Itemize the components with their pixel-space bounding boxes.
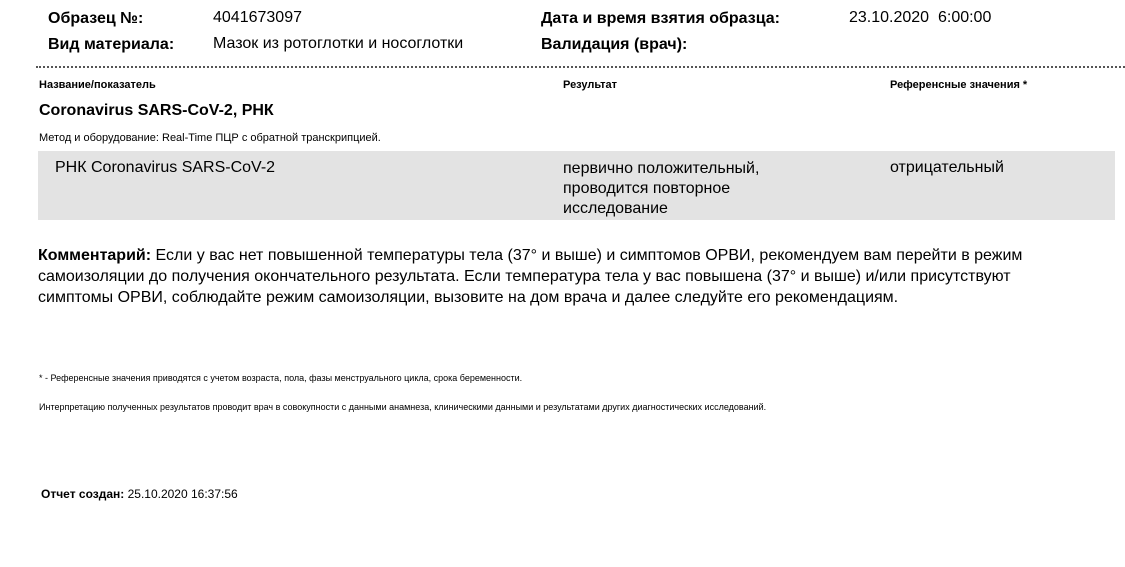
test-title: Coronavirus SARS-CoV-2, РНК <box>39 102 274 119</box>
comment-block <box>38 245 1068 308</box>
validation-label: Валидация (врач): <box>541 36 688 53</box>
sample-number-label: Образец №: <box>48 10 144 27</box>
column-header-name: Название/показатель <box>39 79 156 91</box>
interpretation-footnote: Интерпретацию полученных результатов проводит врач в совокупности с данными анамнеза, клиническими данными и результатами других диагностических исследований. <box>39 402 767 412</box>
reference-footnote: * - Референсные значения приводятся с учетом возраста, пола, фазы менструального цикла, срока беременности. <box>39 373 523 383</box>
result-row-name: РНК Coronavirus SARS-CoV-2 <box>55 159 276 176</box>
material-label: Вид материала: <box>48 36 175 53</box>
sample-datetime-value: 23.10.2020 6:00:00 <box>849 9 992 26</box>
test-method-value: Real-Time ПЦР с обратной транскрипцией. <box>162 132 381 144</box>
test-method <box>39 132 381 144</box>
sample-datetime-label: Дата и время взятия образца: <box>541 10 780 27</box>
comment-label: Комментарий: <box>38 247 152 264</box>
test-method-label: Метод и оборудование: <box>39 132 159 144</box>
sample-number-value: 4041673097 <box>213 9 302 26</box>
dotted-divider <box>36 66 1125 68</box>
report-created-label: Отчет создан: <box>41 487 125 501</box>
report-created-value: 25.10.2020 16:37:56 <box>127 487 238 501</box>
column-header-reference: Референсные значения * <box>890 79 1028 91</box>
comment-text: Если у вас нет повышенной температуры тела (37° и выше) и симптомов ОРВИ, рекомендуем вам перейти в режим самоизоляции до получения окончательного результата. Если температура тела у вас повышена (37° и выше) и/или присутствуют симптомы ОРВИ, соблюдайте режим самоизоляции, вызовите на дом врача и далее следуйте его рекомендациям. <box>38 247 1023 306</box>
column-header-result: Результат <box>563 79 618 91</box>
report-created <box>41 487 238 501</box>
result-row-reference: отрицательный <box>890 159 1004 176</box>
result-row-value: первично положительный, проводится повторное исследование <box>563 160 760 217</box>
material-value: Мазок из ротоглотки и носоглотки <box>213 35 464 52</box>
